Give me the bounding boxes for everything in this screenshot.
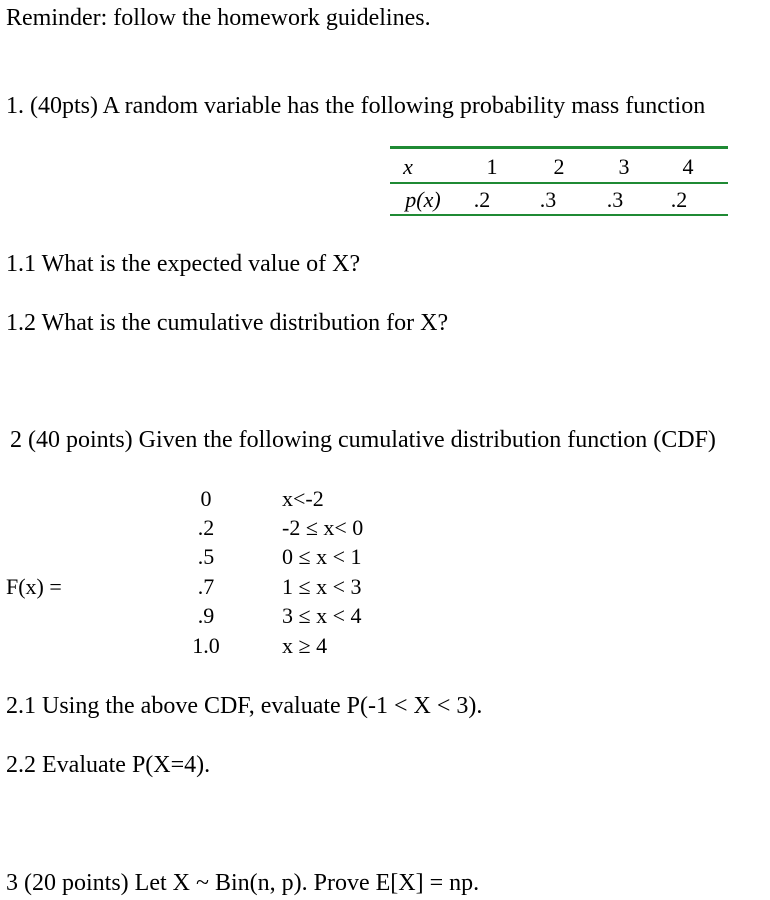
cdf-value: .5	[197, 544, 215, 569]
question-1-heading: 1. (40pts) A random variable has the following probability mass function	[6, 93, 706, 119]
question-1-1: 1.1 What is the expected value of X?	[6, 251, 361, 277]
question-3-heading: 3 (20 points) Let X ~ Bin(n, p). Prove E[X] = np.	[6, 870, 480, 896]
question-2-2: 2.2 Evaluate P(X=4).	[6, 752, 211, 778]
pmf-x-value: 2	[553, 154, 565, 179]
question-1-2: 1.2 What is the cumulative distribution for X?	[6, 310, 449, 336]
cdf-condition: -2 ≤ x< 0	[282, 515, 364, 540]
pmf-table-bottom-rule	[390, 214, 728, 216]
pmf-x-value: 3	[618, 154, 630, 179]
cdf-condition: 3 ≤ x < 4	[282, 603, 362, 628]
pmf-table-top-rule	[390, 146, 728, 149]
pmf-p-value: .2	[473, 187, 491, 212]
pmf-p-value: .3	[539, 187, 557, 212]
cdf-condition: 1 ≤ x < 3	[282, 574, 362, 599]
pmf-x-value: 4	[682, 154, 694, 179]
cdf-value: .7	[197, 574, 215, 599]
cdf-value: .9	[197, 603, 215, 628]
cdf-condition: x<-2	[282, 486, 324, 511]
cdf-condition: x ≥ 4	[282, 633, 328, 658]
pmf-p-value: .3	[606, 187, 624, 212]
question-2-heading: 2 (40 points) Given the following cumulative distribution function (CDF)	[10, 427, 716, 453]
cdf-value: .2	[197, 515, 215, 540]
pmf-header-px: p(x)	[405, 187, 441, 212]
pmf-table-middle-rule	[390, 182, 728, 184]
pmf-x-value: 1	[486, 154, 498, 179]
cdf-value: 0	[200, 486, 212, 511]
pmf-p-value: .2	[670, 187, 688, 212]
cdf-condition: 0 ≤ x < 1	[282, 544, 362, 569]
reminder-text: Reminder: follow the homework guidelines.	[6, 5, 431, 31]
pmf-table	[390, 146, 728, 216]
cdf-value: 1.0	[192, 633, 220, 658]
question-2-1: 2.1 Using the above CDF, evaluate P(-1 < X < 3).	[6, 693, 483, 719]
cdf-fx-label: F(x) =	[6, 574, 62, 599]
pmf-header-x: x	[403, 154, 413, 179]
